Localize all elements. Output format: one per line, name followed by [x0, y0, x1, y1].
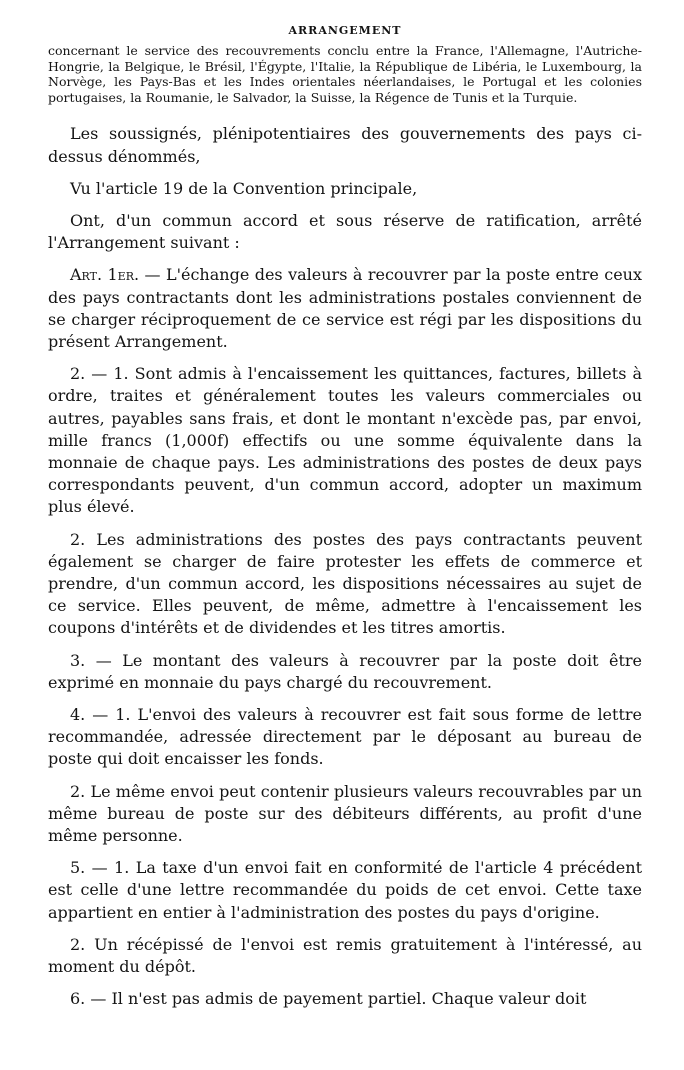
article-4-2: [48, 781, 642, 848]
article-2-1: [48, 363, 642, 518]
paragraph-text: Vu l'article 19 de la Convention principale,: [70, 178, 418, 198]
document-page: [48, 24, 642, 1020]
paragraph-text: 2. Les administrations des postes des pays contractants peuvent également se charger de faire protester les effets de commerce et prendre, d'un commun accord, les dispositions nécessaires au sujet de ce service. Elles peuvent, de même, admettre à l'encaissement les coupons d'intérêts et de dividendes et les titres amortis.: [48, 529, 642, 638]
paragraph-text: 5. — 1. La taxe d'un envoi fait en conformité de l'article 4 précédent est celle d'une lettre recommandée du poids de cet envoi. Cette taxe appartient en entier à l'administration des postes du pays d'origine.: [48, 858, 642, 922]
paragraph-text: 2. Un récépissé de l'envoi est remis gratuitement à l'intéressé, au moment du dépôt.: [48, 934, 642, 977]
paragraph-text: 2. — 1. Sont admis à l'encaissement les quittances, factures, billets à ordre, traites et généralement toutes les valeurs commerciales ou autres, payables sans frais, et dont le montant n'excède pas, par envoi, mille francs (1,000f) effectifs ou une somme équivalente dans la monnaie de chaque pays. Les administrations des postes de deux pays correspondants peuvent, d'un commun accord, adopter un maximum plus élevé.: [48, 364, 642, 517]
article-5-1: [48, 857, 642, 924]
article-3: [48, 650, 642, 694]
article-1: [48, 264, 642, 353]
intro-paragraph: concernant le service des recouvrements conclu entre la France, l'Allemagne, l'Autriche-Hongrie, la Belgique, le Brésil, l'Égypte, l'Italie, la République de Libéria, le Luxembourg, la Norvège, les Pays-Bas et les Indes orientales néerlandaises, le Portugal et les colonies portugaises, la Roumanie, le Salvador, la Suisse, la Régence de Tunis et la Turquie.: [48, 43, 642, 105]
article-6: [48, 988, 642, 1010]
article-4-1: [48, 704, 642, 771]
paragraph-2: [48, 178, 642, 200]
paragraph-text: Ont, d'un commun accord et sous réserve de ratification, arrêté l'Arrangement suivant :: [48, 210, 642, 253]
paragraph-text: 2. Le même envoi peut contenir plusieurs valeurs recouvrables par un même bureau de poste sur des débiteurs différents, au profit d'une même personne.: [48, 781, 642, 846]
paragraph-text: — L'échange des valeurs à recouvrer par la poste entre ceux des pays contractants dont les administrations postales conviennent de se charger réciproquement de ce service est régi par les dispositions du présent Arrangement.: [48, 265, 643, 351]
article-2-2: [48, 529, 642, 640]
paragraph-text: Les soussignés, plénipotentiaires des gouvernements des pays ci-dessus dénommés,: [48, 124, 642, 166]
article-label: Art. 1er.: [70, 265, 140, 285]
page-header: ARRANGEMENT: [288, 24, 402, 37]
paragraph-text: 6. — Il n'est pas admis de payement partiel. Chaque valeur doit: [70, 989, 587, 1009]
article-5-2: [48, 934, 642, 978]
paragraph-text: 4. — 1. L'envoi des valeurs à recouvrer est fait sous forme de lettre recommandée, adressée directement par le déposant au bureau de poste qui doit encaisser les fonds.: [48, 705, 642, 769]
paragraph-3: [48, 210, 642, 254]
paragraph-1: [48, 123, 642, 167]
paragraph-text: 3. — Le montant des valeurs à recouvrer par la poste doit être exprimé en monnaie du pays chargé du recouvrement.: [48, 650, 642, 692]
